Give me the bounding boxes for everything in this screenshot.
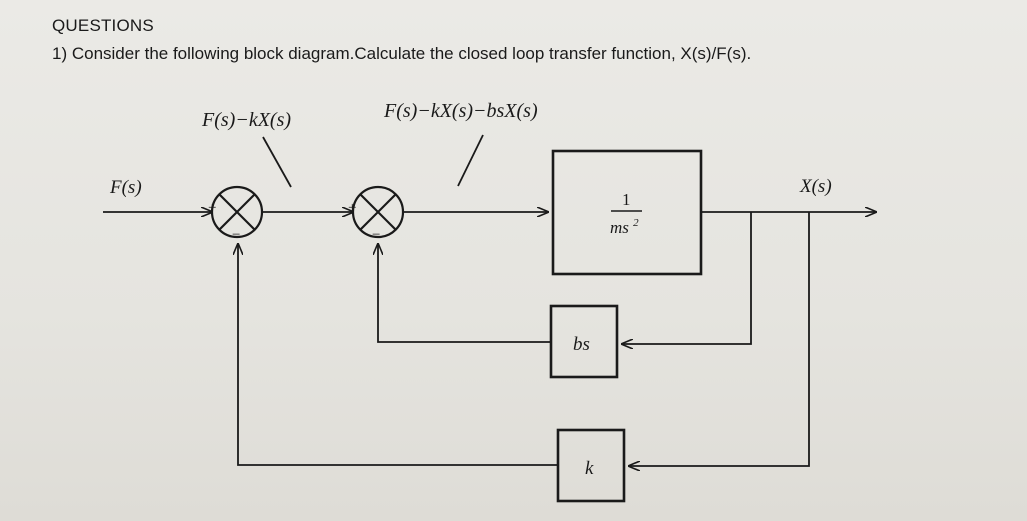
plant-denominator-base: ms <box>610 218 629 237</box>
plant-denominator <box>610 217 639 237</box>
bs-feedback-pickoff <box>622 212 751 344</box>
k-block-label: k <box>585 458 594 479</box>
plant-numerator: 1 <box>622 190 631 209</box>
plant-denominator-power: 2 <box>633 217 639 229</box>
k-feedback-return <box>238 244 558 465</box>
sum1-minus-sign: − <box>232 227 241 243</box>
signal-label-sum1: F(s)−kX(s) <box>202 109 292 131</box>
input-label: F(s) <box>110 177 142 198</box>
output-label: X(s) <box>800 176 832 197</box>
bs-block-label: bs <box>573 334 590 355</box>
sum2-plus-sign: + <box>348 200 357 216</box>
k-feedback-pickoff <box>629 212 809 466</box>
signal-label-sum2: F(s)−kX(s)−bsX(s) <box>384 100 538 122</box>
bs-feedback-return <box>378 244 551 342</box>
page-heading: QUESTIONS <box>52 16 154 35</box>
sum1-plus-sign: + <box>208 200 217 216</box>
annotation-pointer-1 <box>263 137 291 187</box>
annotation-pointer-2 <box>458 135 483 186</box>
plant-block <box>553 151 701 274</box>
question-text: 1) Consider the following block diagram.Calculate the closed loop transfer function, X(s)/F(s). <box>52 44 752 63</box>
sum2-minus-sign: − <box>372 227 381 243</box>
